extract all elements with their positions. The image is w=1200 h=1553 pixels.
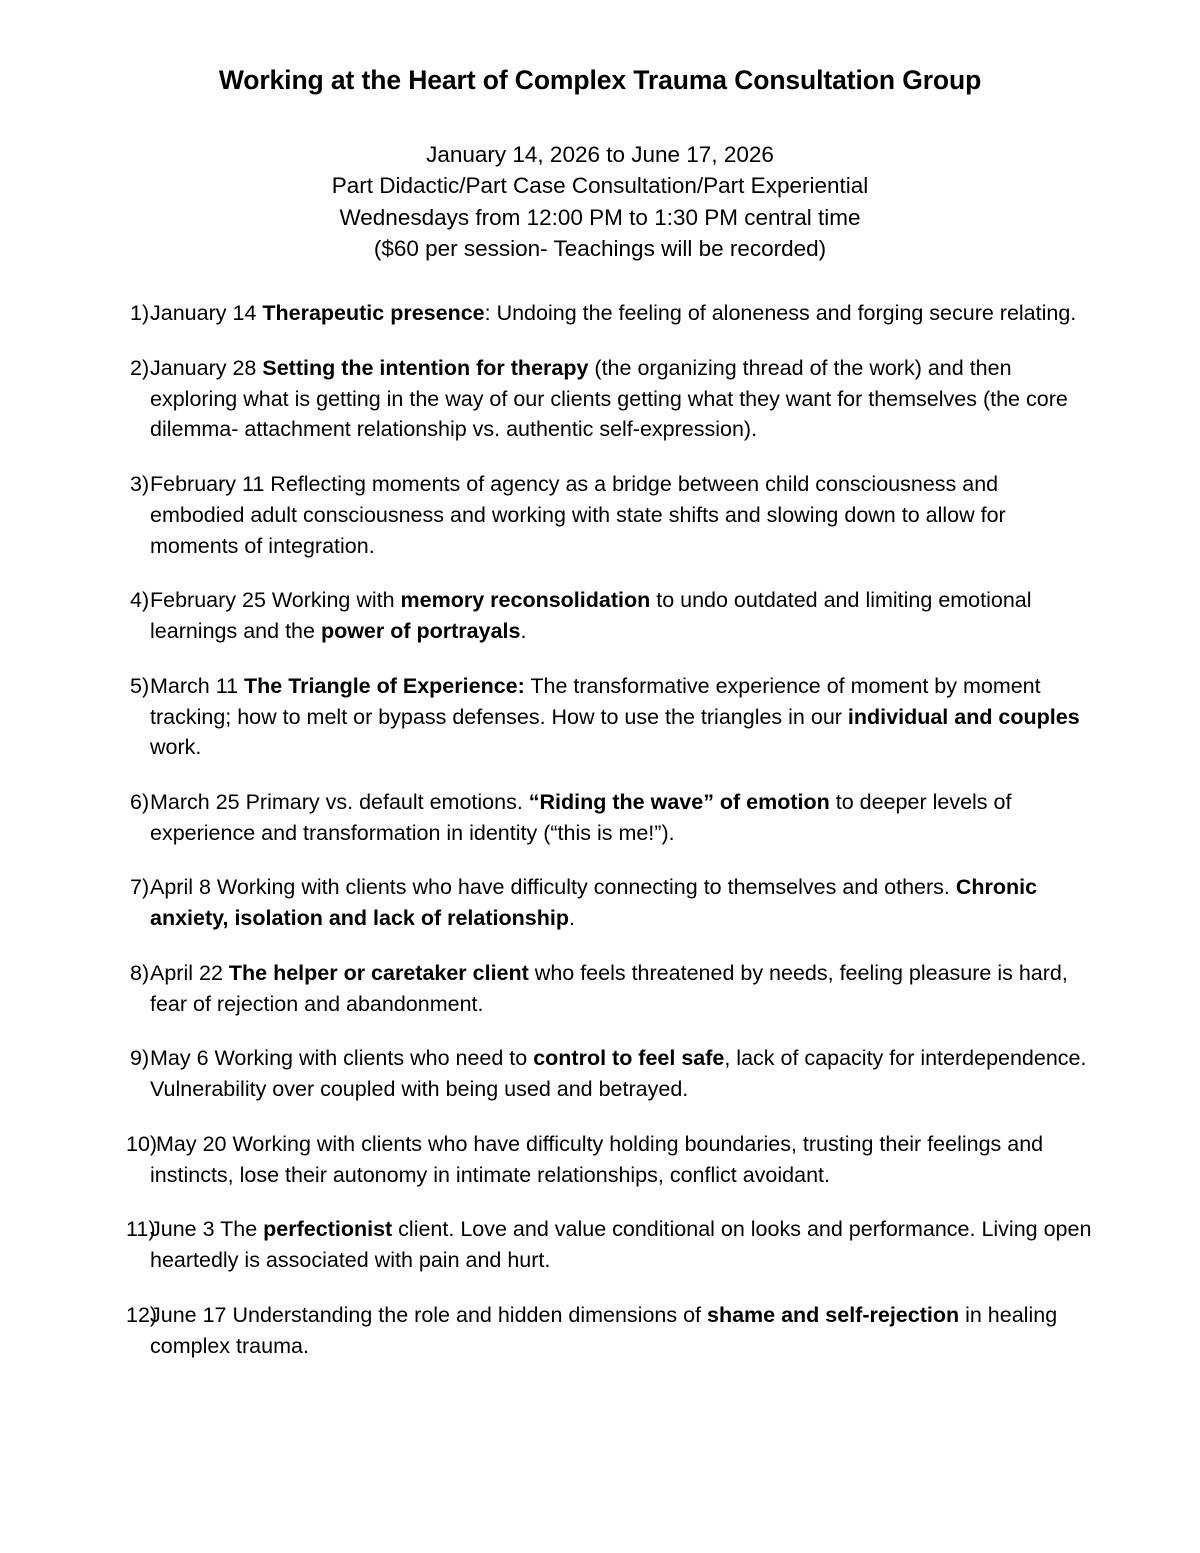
list-item-number: 5) bbox=[130, 673, 150, 698]
list-item-text: March 25 Primary vs. default emotions. “Riding the wave” of emotion to deeper levels of experience and transformation in identity (“this is me!”). bbox=[150, 790, 1012, 845]
list-item bbox=[104, 1300, 1096, 1361]
list-item-number: 8) bbox=[130, 960, 150, 985]
list-item bbox=[104, 958, 1096, 1019]
list-item bbox=[104, 1214, 1096, 1275]
list-item-number: 3) bbox=[130, 472, 150, 497]
subheader-line-schedule: Wednesdays from 12:00 PM to 1:30 PM central time bbox=[339, 204, 861, 230]
list-item bbox=[104, 1043, 1096, 1104]
list-item-number: 6) bbox=[130, 790, 150, 814]
list-item-number: 1) bbox=[130, 301, 150, 326]
list-item-number: 9) bbox=[130, 1046, 150, 1071]
list-item-text: January 28 Setting the intention for therapy (the organizing thread of the work) and then exploring what is getting in the way of our clients getting what they want for themselves (the core dilemma- attachment relationship vs. authentic self-expression). bbox=[150, 355, 1068, 442]
subheader-line-format: Part Didactic/Part Case Consultation/Part Experiential bbox=[331, 173, 869, 199]
list-item-text: April 22 The helper or caretaker client who feels threatened by needs, feeling pleasure is hard, fear of rejection and abandonment. bbox=[150, 960, 1068, 1016]
list-item-text: April 8 Working with clients who have difficulty connecting to themselves and others. Chronic anxiety, isolation and lack of relationship. bbox=[150, 875, 1038, 931]
list-item bbox=[104, 469, 1096, 561]
document-subheader bbox=[104, 139, 1096, 264]
list-item-text: May 6 Working with clients who need to control to feel safe, lack of capacity for interdependence. Vulnerability over coupled with being used and betrayed. bbox=[150, 1046, 1087, 1102]
list-item-number: 10) bbox=[126, 1131, 158, 1156]
list-item-number: 11) bbox=[126, 1217, 156, 1242]
list-item-number: 7) bbox=[130, 875, 150, 900]
list-item bbox=[104, 787, 1096, 848]
list-item bbox=[104, 872, 1096, 933]
list-item-number: 4) bbox=[130, 588, 150, 613]
list-item-text: June 3 The perfectionist client. Love and value conditional on looks and performance. Living open heartedly is associated with pain and hurt. bbox=[150, 1217, 1092, 1273]
list-item bbox=[104, 671, 1096, 763]
list-item bbox=[104, 353, 1096, 445]
list-item bbox=[104, 585, 1096, 646]
list-item-number: 2) bbox=[130, 355, 150, 380]
list-item-text: February 25 Working with memory reconsolidation to undo outdated and limiting emotional learnings and the power of portrayals. bbox=[150, 588, 1032, 644]
list-item-text: May 20 Working with clients who have difficulty holding boundaries, trusting their feelings and instincts, lose their autonomy in intimate relationships, conflict avoidant. bbox=[150, 1131, 1044, 1187]
list-item bbox=[104, 298, 1096, 329]
page-title: Working at the Heart of Complex Trauma Consultation Group bbox=[218, 65, 982, 95]
subheader-line-dates: January 14, 2026 to June 17, 2026 bbox=[426, 142, 774, 168]
session-list bbox=[104, 298, 1096, 1361]
list-item-text: June 17 Understanding the role and hidden dimensions of shame and self-rejection in healing complex trauma. bbox=[150, 1302, 1058, 1358]
list-item bbox=[104, 1129, 1096, 1190]
list-item-text: January 14 Therapeutic presence: Undoing the feeling of aloneness and forging secure relating. bbox=[150, 301, 1077, 326]
list-item-text: February 11 Reflecting moments of agency as a bridge between child consciousness and embodied adult consciousness and working with state shifts and slowing down to allow for moments of integration. bbox=[150, 472, 1006, 558]
list-item-text: March 11 The Triangle of Experience: The transformative experience of moment by moment tracking; how to melt or bypass defenses. How to use the triangles in our individual and couples work. bbox=[150, 673, 1080, 760]
list-item-number: 12) bbox=[126, 1302, 158, 1327]
subheader-line-price: ($60 per session- Teachings will be recorded) bbox=[373, 235, 827, 261]
